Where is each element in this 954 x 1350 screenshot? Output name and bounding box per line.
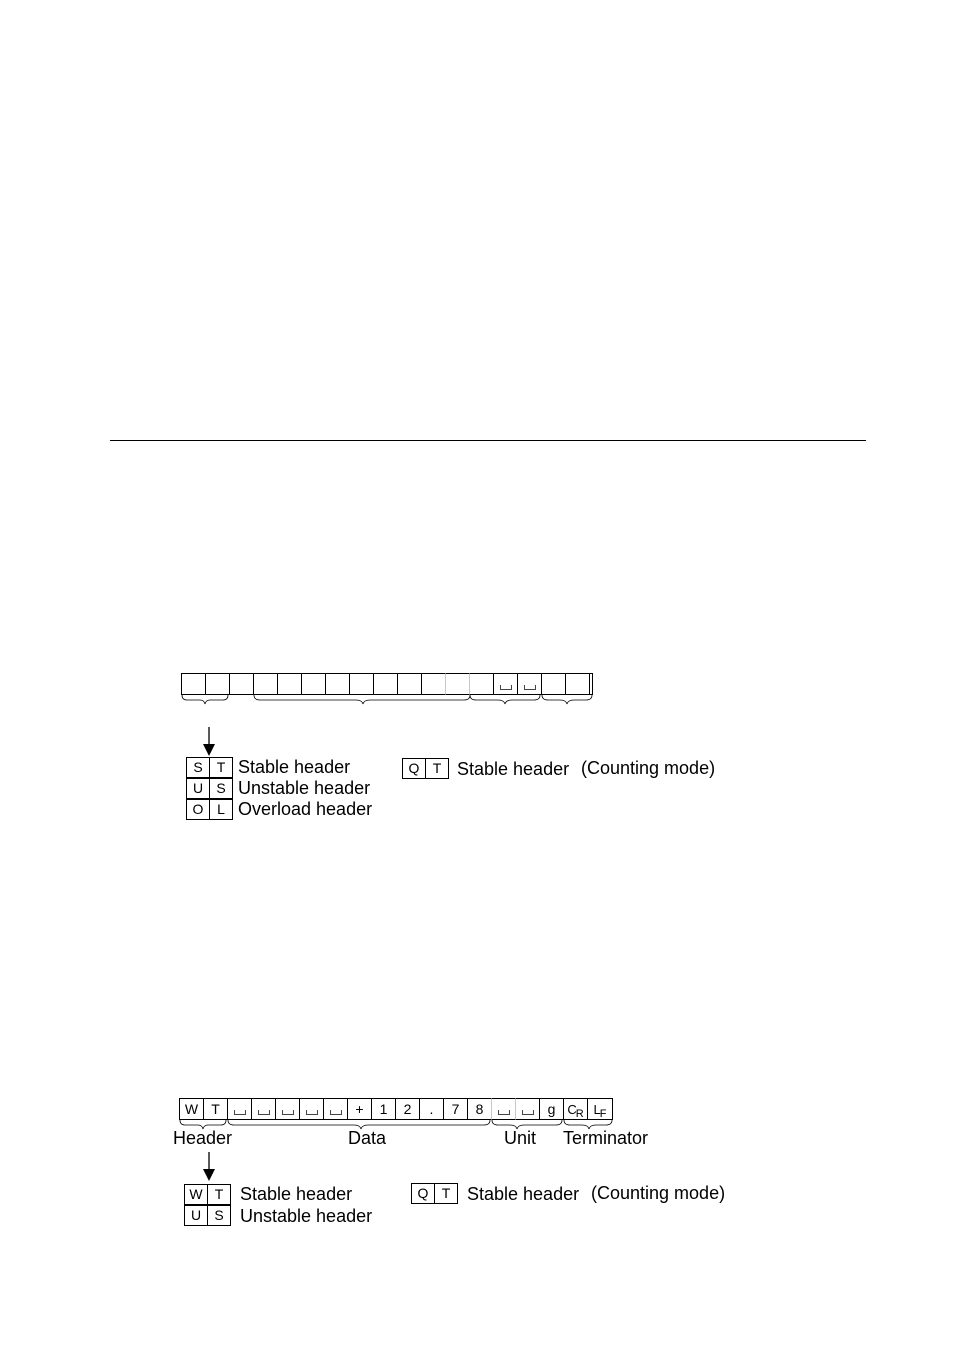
format1-cell-terminator-2 [565,673,593,695]
format2-key-stable [184,1184,232,1205]
space-symbol-icon [258,1110,270,1115]
format2-cell-space [323,1098,348,1120]
format2-label-data: Data [348,1128,387,1148]
format2-cell-lf [587,1098,613,1120]
format2-cell-space [299,1098,324,1120]
format2-cell-unit: g [539,1098,564,1120]
horizontal-rule [110,440,866,441]
format2-key-counting [411,1183,459,1204]
format2-key-unstable [184,1205,232,1226]
space-symbol-icon [498,1110,510,1115]
key-char: T [209,757,233,778]
cr-main: C [567,1102,576,1117]
format2-cell-cr [563,1098,588,1120]
space-symbol-icon [234,1110,246,1115]
format2-cell-sign: + [347,1098,372,1120]
format2-cell-digit: 1 [371,1098,396,1120]
format1-braces [178,694,598,706]
space-symbol-icon [330,1110,342,1115]
key-char: Q [402,758,426,779]
format2-label-counting: Stable header [467,1184,580,1204]
space-symbol-icon [282,1110,294,1115]
lf-sub: F [599,1108,607,1120]
format2-label-unstable: Unstable header [240,1206,373,1226]
down-arrow-icon [200,1152,218,1182]
space-symbol-icon [522,1110,534,1115]
format1-label-stable: Stable header [238,757,351,777]
down-arrow-icon [200,727,218,757]
format1-key-overload [186,799,234,820]
format1-label-unstable: Unstable header [238,778,371,798]
format1-terminator-ext [181,673,593,695]
format2-cell-decimal: . [419,1098,444,1120]
format2-cell-space [227,1098,252,1120]
format2-cell-digit: 7 [443,1098,468,1120]
format2-cell-header: W [179,1098,204,1120]
format1-key-unstable [186,778,234,799]
format2-label-header: Header [173,1128,233,1148]
format2-label-stable: Stable header [240,1184,353,1204]
format2-counting-note: (Counting mode) [591,1183,726,1203]
format2-cell-space [275,1098,300,1120]
key-char: S [207,1205,231,1226]
format1-counting-note: (Counting mode) [581,758,716,778]
format1-label-overload: Overload header [238,799,373,819]
format2-cell-digit: 2 [395,1098,420,1120]
format2-cell-space [251,1098,276,1120]
format2-braces [176,1119,616,1131]
key-char: O [186,799,210,820]
key-char: T [425,758,449,779]
format1-key-stable [186,757,234,778]
key-char: U [184,1205,208,1226]
key-char: S [209,778,233,799]
key-char: T [207,1184,231,1205]
format1-key-counting [402,758,450,779]
cr-sub: R [575,1108,584,1120]
format1-label-counting: Stable header [457,759,570,779]
format2-label-terminator: Terminator [563,1128,649,1148]
key-char: L [209,799,233,820]
format2-cell-digit: 8 [467,1098,492,1120]
format2-cell-unit-space [491,1098,516,1120]
format2-cell-unit-space [515,1098,540,1120]
format2-label-unit: Unit [504,1128,537,1148]
lf-main: L [593,1102,600,1117]
key-char: Q [411,1183,435,1204]
key-char: W [184,1184,208,1205]
key-char: S [186,757,210,778]
space-symbol-icon [306,1110,318,1115]
format2-cell-header: T [203,1098,228,1120]
key-char: U [186,778,210,799]
key-char: T [434,1183,458,1204]
format2-data-frame [179,1098,613,1120]
